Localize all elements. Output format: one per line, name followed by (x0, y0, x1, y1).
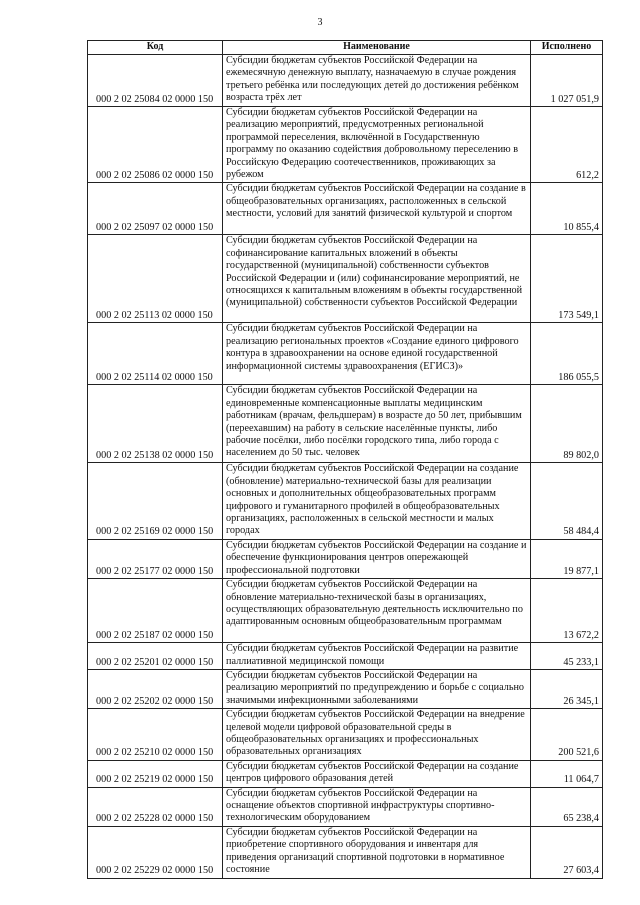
table-row (88, 323, 603, 385)
table-row (88, 385, 603, 463)
header-name: Наименование (223, 41, 531, 55)
table-row (88, 669, 603, 708)
row-name: Субсидии бюджетам субъектов Российской Федерации на создание центров цифрового образования детей (223, 760, 531, 787)
row-code: 000 2 02 25169 02 0000 150 (88, 463, 223, 539)
row-name: Субсидии бюджетам субъектов Российской Федерации на оснащение объектов спортивной инфраструктуры спортивно-технологическим оборудованием (223, 787, 531, 826)
row-name: Субсидии бюджетам субъектов Российской Федерации на обновление материально-технической базы в организациях, осуществляющих образовательную деятельность исключительно по адаптированным основным общеобразовательным программам (223, 579, 531, 643)
row-code: 000 2 02 25177 02 0000 150 (88, 539, 223, 578)
row-executed: 58 484,4 (531, 463, 603, 539)
row-code: 000 2 02 25086 02 0000 150 (88, 107, 223, 183)
table-row (88, 826, 603, 878)
revenue-table (87, 40, 603, 879)
row-executed: 89 802,0 (531, 385, 603, 463)
table-row (88, 643, 603, 670)
row-code: 000 2 02 25210 02 0000 150 (88, 709, 223, 761)
row-executed: 200 521,6 (531, 709, 603, 761)
row-name: Субсидии бюджетам субъектов Российской Федерации на реализацию мероприятий, предусмотренных региональной программой переселения, включённой в Государственную программу по оказанию содействия добровольному переселению в Российскую Федерацию соотечественников, проживающих за рубежом (223, 107, 531, 183)
header-executed: Исполнено (531, 41, 603, 55)
row-executed: 13 672,2 (531, 579, 603, 643)
row-code: 000 2 02 25228 02 0000 150 (88, 787, 223, 826)
row-name: Субсидии бюджетам субъектов Российской Федерации на развитие паллиативной медицинской помощи (223, 643, 531, 670)
row-name: Субсидии бюджетам субъектов Российской Федерации на реализацию мероприятий по предупреждению и борьбе с социально значимыми инфекционными заболеваниями (223, 669, 531, 708)
row-name: Субсидии бюджетам субъектов Российской Федерации на создание и обеспечение функционирования центров опережающей профессиональной подготовки (223, 539, 531, 578)
row-name: Субсидии бюджетам субъектов Российской Федерации на внедрение целевой модели цифровой образовательной среды в общеобразовательных организациях и профессиональных образовательных организациях (223, 709, 531, 761)
row-executed: 1 027 051,9 (531, 55, 603, 107)
row-executed: 19 877,1 (531, 539, 603, 578)
row-code: 000 2 02 25229 02 0000 150 (88, 826, 223, 878)
row-name: Субсидии бюджетам субъектов Российской Федерации на ежемесячную денежную выплату, назначаемую в случае рождения третьего ребёнка или последующих детей до достижения ребёнком возраста трёх лет (223, 55, 531, 107)
row-code: 000 2 02 25202 02 0000 150 (88, 669, 223, 708)
row-code: 000 2 02 25084 02 0000 150 (88, 55, 223, 107)
table-row (88, 55, 603, 107)
row-executed: 10 855,4 (531, 183, 603, 235)
row-code: 000 2 02 25097 02 0000 150 (88, 183, 223, 235)
row-executed: 173 549,1 (531, 235, 603, 323)
table-row (88, 787, 603, 826)
table-row (88, 539, 603, 578)
table-row (88, 183, 603, 235)
row-code: 000 2 02 25113 02 0000 150 (88, 235, 223, 323)
table-row (88, 760, 603, 787)
row-name: Субсидии бюджетам субъектов Российской Федерации на создание (обновление) материально-технической базы для реализации основных и дополнительных общеобразовательных программ цифрового и гуманитарного профилей в общеобразовательных организациях, расположенных в сельской местности и малых городах (223, 463, 531, 539)
row-executed: 612,2 (531, 107, 603, 183)
row-name: Субсидии бюджетам субъектов Российской Федерации на софинансирование капитальных вложений в объекты государственной (муниципальной) собственности субъектов Российской Федерации и (или) софинансирование мероприятий, не относящихся к капитальным вложениям в объекты государственной (муниципальной) собственности субъектов Российской Федерации (223, 235, 531, 323)
table-row (88, 579, 603, 643)
row-name: Субсидии бюджетам субъектов Российской Федерации на создание в общеобразовательных организациях, расположенных в сельской местности, условий для занятий физической культурой и спортом (223, 183, 531, 235)
row-code: 000 2 02 25187 02 0000 150 (88, 579, 223, 643)
table-row (88, 463, 603, 539)
row-executed: 26 345,1 (531, 669, 603, 708)
table-row (88, 235, 603, 323)
row-executed: 186 055,5 (531, 323, 603, 385)
table-row (88, 709, 603, 761)
row-executed: 65 238,4 (531, 787, 603, 826)
row-executed: 27 603,4 (531, 826, 603, 878)
row-code: 000 2 02 25219 02 0000 150 (88, 760, 223, 787)
row-code: 000 2 02 25114 02 0000 150 (88, 323, 223, 385)
row-name: Субсидии бюджетам субъектов Российской Федерации на единовременные компенсационные выплаты медицинским работникам (врачам, фельдшерам) в возрасте до 50 лет, прибывшим (переехавшим) на работу в сельские населённые пункты, либо рабочие посёлки, либо посёлки городского типа, либо города с населением до 50 тыс. человек (223, 385, 531, 463)
row-executed: 45 233,1 (531, 643, 603, 670)
row-name: Субсидии бюджетам субъектов Российской Федерации на реализацию региональных проектов «Создание единого цифрового контура в здравоохранении на основе единой государственной информационной системы здравоохранения (ЕГИСЗ)» (223, 323, 531, 385)
row-name: Субсидии бюджетам субъектов Российской Федерации на приобретение спортивного оборудования и инвентаря для приведения организаций спортивной подготовки в нормативное состояние (223, 826, 531, 878)
row-code: 000 2 02 25138 02 0000 150 (88, 385, 223, 463)
table-header-row (88, 41, 603, 55)
header-code: Код (88, 41, 223, 55)
page-number: 3 (317, 17, 323, 28)
row-executed: 11 064,7 (531, 760, 603, 787)
table-row (88, 107, 603, 183)
row-code: 000 2 02 25201 02 0000 150 (88, 643, 223, 670)
